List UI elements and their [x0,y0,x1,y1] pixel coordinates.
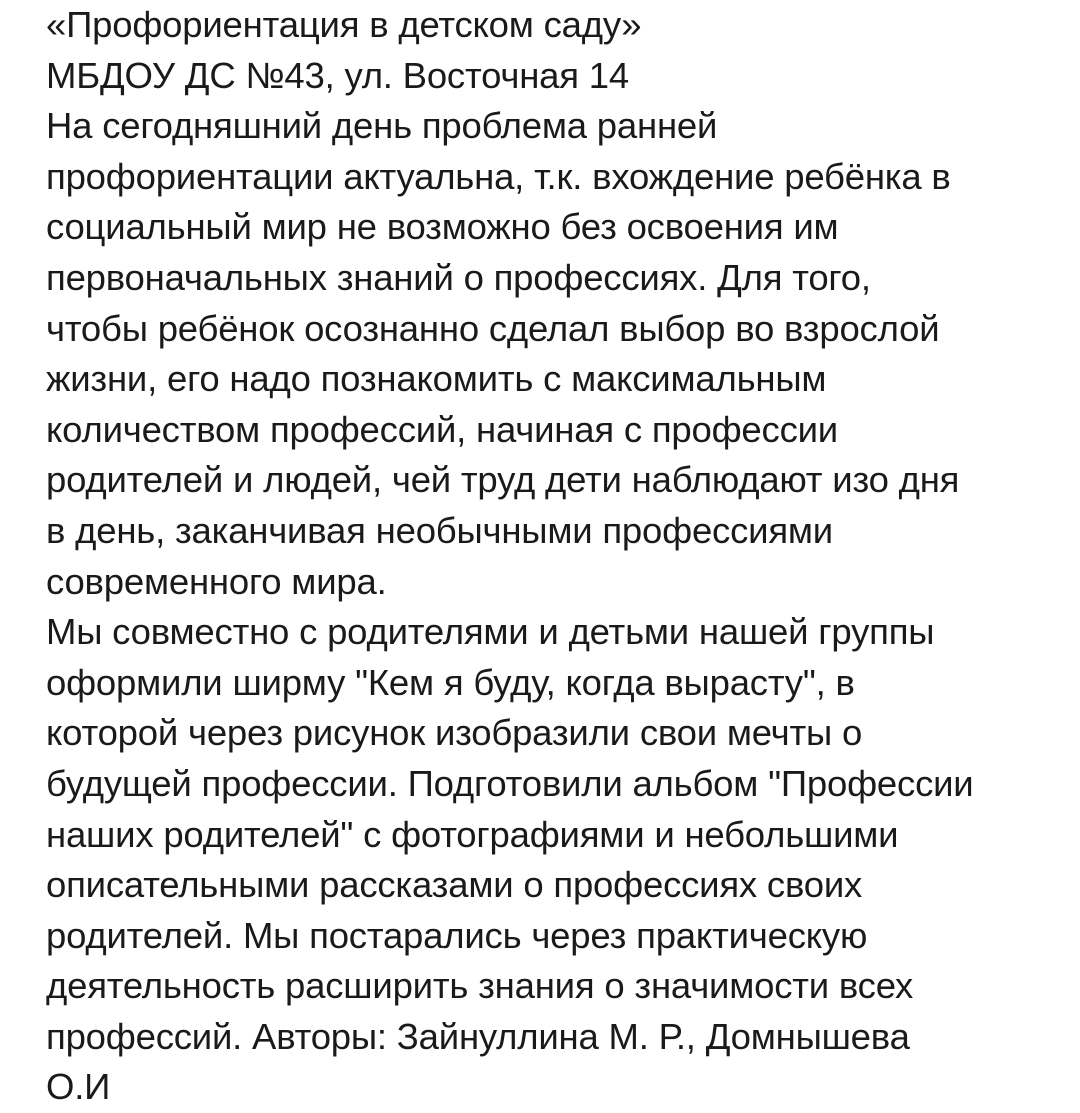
text-line: описательными рассказами о профессиях своих [46,864,863,906]
text-line: Мы совместно с родителями и детьми нашей группы [46,611,935,653]
text-line: первоначальных знаний о профессиях. Для того, [46,256,871,298]
text-line: родителей и людей, чей труд дети наблюдают изо дня [46,459,960,501]
text-line: На сегодняшний день проблема ранней [46,105,718,147]
text-line: современного мира. [46,560,387,602]
text-line: количеством профессий, начиная с профессии [46,408,838,450]
text-line: профориентации актуальна, т.к. вхождение ребёнка в [46,155,951,197]
authors-line: О.И [46,1066,111,1108]
text-line: которой через рисунок изобразили свои мечты о [46,712,863,754]
text-line: родителей. Мы постарались через практическую [46,914,868,956]
text-line: социальный мир не возможно без освоения им [46,206,839,248]
paragraph-activities [46,607,1076,1113]
post-title: «Профориентация в детском саду» [46,4,642,45]
text-line: наших родителей" с фотографиями и небольшими [46,813,899,855]
text-line: в день, заканчивая необычными профессиями [46,509,833,551]
text-line: чтобы ребёнок осознанно сделал выбор во взрослой [46,307,940,349]
text-line: деятельность расширить знания о значимости всех [46,965,914,1007]
post-address: МБДОУ ДС №43, ул. Восточная 14 [46,54,629,96]
text-line: будущей профессии. Подготовили альбом "Профессии [46,762,974,804]
text-line: жизни, его надо познакомить с максимальным [46,358,827,400]
paragraph-intro [46,101,1076,607]
text-line: профессий. Авторы: Зайнуллина М. Р., Домнышева [46,1015,910,1057]
text-line: оформили ширму "Кем я буду, когда вырасту", в [46,661,855,703]
post-text [46,0,1076,1113]
